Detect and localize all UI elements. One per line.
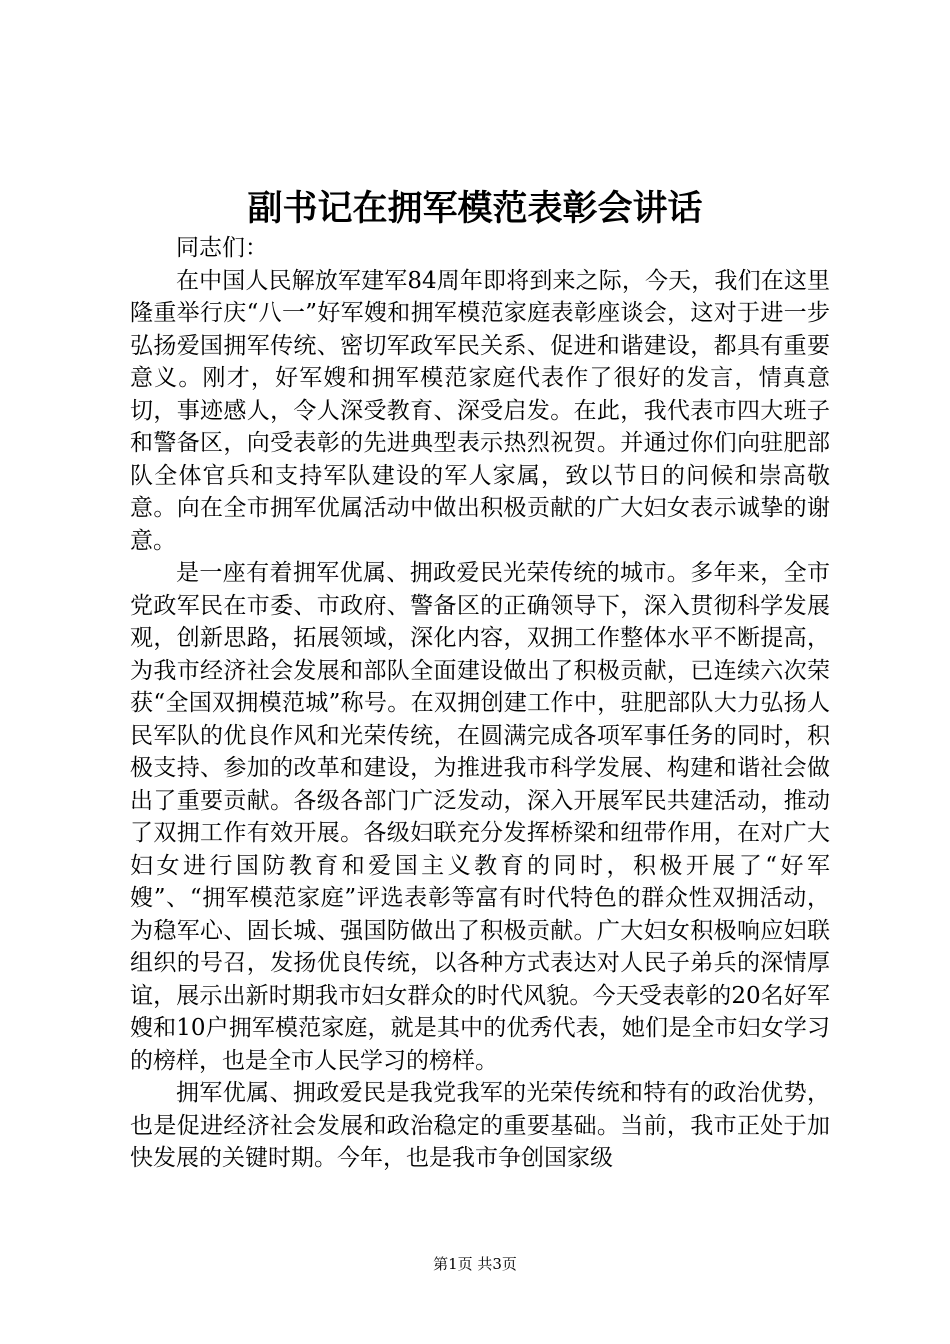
document-body xyxy=(130,232,830,1175)
document-title: 副书记在拥军模范表彰会讲话 xyxy=(247,188,703,229)
paragraph-1: 在中国人民解放军建军84周年即将到来之际，今天，我们在这里隆重举行庆“八一”好军嫂和拥军模范家庭表彰座谈会，这对于进一步弘扬爱国拥军传统、密切军政军民关系、促进和谐建设，都具有重要意义。刚才，好军嫂和拥军模范家庭代表作了很好的发言，情真意切，事迹感人，令人深受教育、深受启发。在此，我代表市四大班子和警备区，向受表彰的先进典型表示热烈祝贺。并通过你们向驻肥部队全体官兵和支持军队建设的军人家属，致以节日的问候和崇高敬意。向在全市拥军优属活动中做出积极贡献的广大妇女表示诚挚的谢意。 xyxy=(130,267,830,554)
page-number-footer: 第1页 共3页 xyxy=(433,1255,517,1273)
salutation: 同志们： xyxy=(176,235,268,261)
paragraph-2: 是一座有着拥军优属、拥政爱民光荣传统的城市。多年来，全市党政军民在市委、市政府、警备区的正确领导下，深入贯彻科学发展观，创新思路，拓展领域，深化内容，双拥工作整体水平不断提高，为我市经济社会发展和部队全面建设做出了积极贡献，已连续六次荣获“全国双拥模范城”称号。在双拥创建工作中，驻肥部队大力弘扬人民军队的优良作风和光荣传统，在圆满完成各项军事任务的同时，积极支持、参加的改革和建设，为推进我市科学发展、构建和谐社会做出了重要贡献。各级各部门广泛发动，深入开展军民共建活动，推动了双拥工作有效开展。各级妇联充分发挥桥梁和纽带作用，在对广大妇女进行国防教育和爱国主义教育的同时，积极开展了“好军嫂”、“拥军模范家庭”评选表彰等富有时代特色的群众性双拥活动，为稳军心、固长城、强国防做出了积极贡献。广大妇女积极响应妇联组织的号召，发扬优良传统，以各种方式表达对人民子弟兵的深情厚谊，展示出新时期我市妇女群众的时代风貌。今天受表彰的20名好军嫂和10户拥军模范家庭，就是其中的优秀代表，她们是全市妇女学习的榜样，也是全市人民学习的榜样。 xyxy=(130,560,830,1074)
paragraph-3: 拥军优属、拥政爱民是我党我军的光荣传统和特有的政治优势，也是促进经济社会发展和政治稳定的重要基础。当前，我市正处于加快发展的关键时期。今年，也是我市争创国家级 xyxy=(130,1080,830,1171)
